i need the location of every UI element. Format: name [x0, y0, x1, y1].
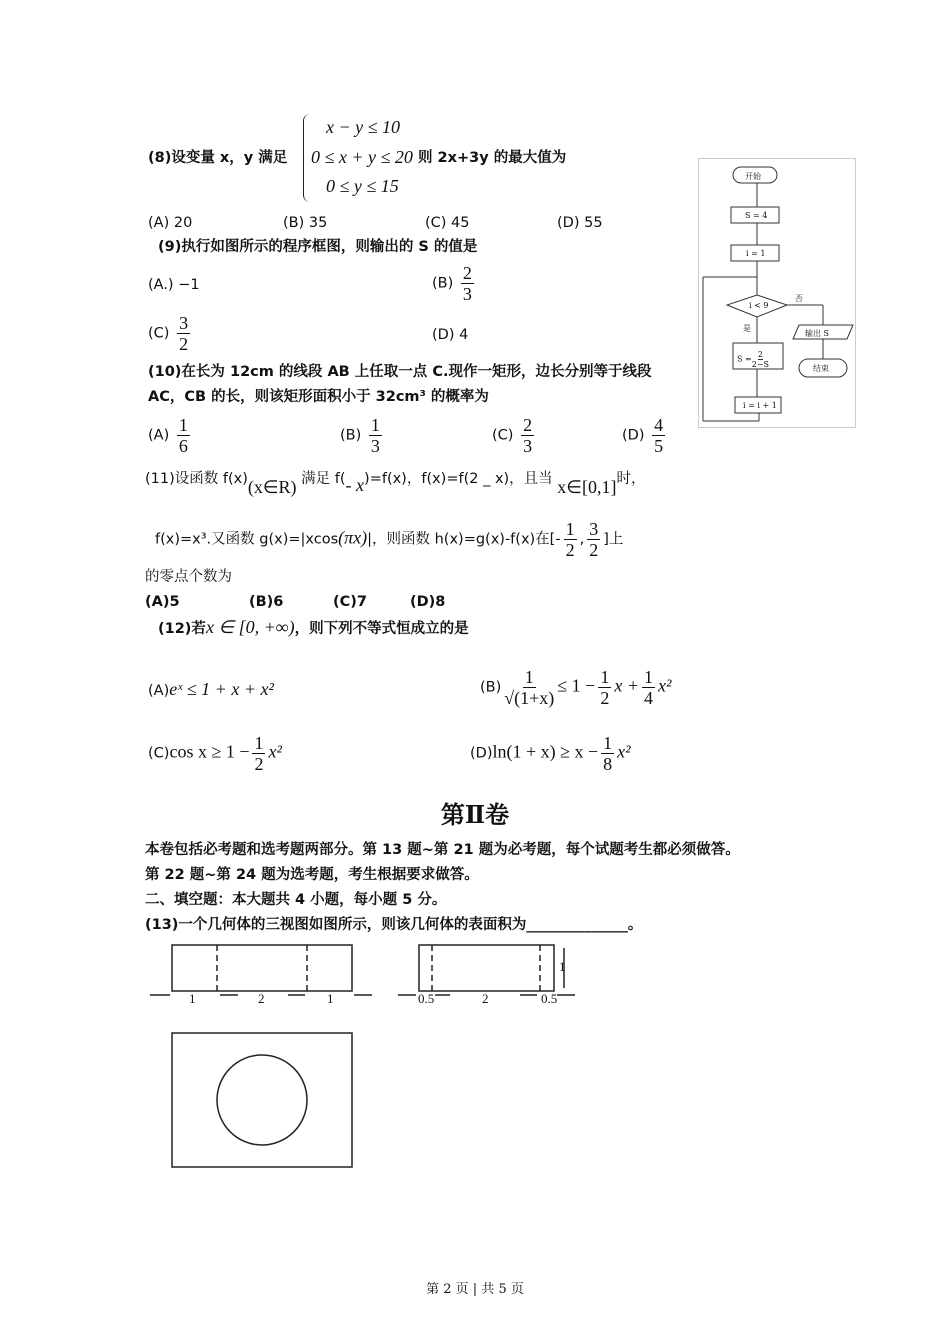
q11-option-c: (C)7 [333, 594, 367, 610]
q11-line-3: 的零点个数为 [145, 569, 232, 585]
q12-option-d: (D)ln(1 + x) ≥ x − $\frac{1}{8}$ x² [470, 733, 631, 774]
q13-stem: (13)一个几何体的三视图如图所示，则该几何体的表面积为______________。 [145, 917, 643, 933]
flow-init-i: i = 1 [746, 249, 766, 258]
page-footer: 第 2 页 | 共 5 页 [426, 1282, 524, 1297]
flow-init-s: S = 4 [745, 211, 768, 220]
front-view [172, 945, 352, 991]
fill-in-heading: 二、填空题：本大题共 4 小题，每小题 5 分。 [145, 892, 447, 908]
flowchart [698, 158, 856, 428]
q8-option-c: (C) 45 [425, 215, 470, 231]
q10-option-c: (C) $\frac{2}{3}$ [492, 415, 533, 456]
flow-update-s: S = $\frac{2}{2-S}$ [737, 350, 770, 369]
q8-prefix: (8)设变量 x，y 满足 [148, 150, 288, 166]
q9-option-b: (B) $\frac{2}{3}$ [432, 263, 472, 304]
q11-option-b: (B)6 [249, 594, 284, 610]
q10-option-d: (D) $\frac{4}{5}$ [622, 415, 664, 456]
q8-option-a: (A) 20 [148, 215, 193, 231]
q12-option-c: (C)cos x ≥ 1 − $\frac{1}{2}$ x² [148, 733, 282, 774]
top-view [172, 1033, 352, 1167]
side-dim-2: 2 [482, 991, 489, 1006]
q9-option-d: (D) 4 [432, 327, 469, 343]
flow-no: 否 [795, 294, 803, 303]
side-dim-3: 0.5 [541, 991, 558, 1006]
q11-line-2: f(x)=x³.又函数 g(x)=|xcos(πx)|，则函数 h(x)=g(x)-f(x)在[- $\frac{1}{2}$ , $\frac{3}{2}$ ]上 [155, 519, 624, 560]
q8-constraint-1: x − y ≤ 10 [326, 117, 401, 137]
q8-option-d: (D) 55 [557, 215, 603, 231]
q9-stem: (9)执行如图所示的程序框图，则输出的 S 的值是 [158, 239, 478, 255]
flow-end: 结束 [813, 364, 829, 373]
q10-line-2: AC，CB 的长，则该矩形面积小于 32cm³ 的概率为 [148, 389, 489, 405]
q10-option-b: (B) $\frac{1}{3}$ [340, 415, 380, 456]
side-dim-1: 0.5 [418, 991, 435, 1006]
q12-option-a: (A)eˣ ≤ 1 + x + x² [148, 679, 274, 699]
front-dim-1: 1 [189, 991, 196, 1006]
q9-option-a: (A.) −1 [148, 277, 200, 293]
three-view-diagram [0, 940, 950, 1200]
q12-stem: (12)若x ∈ [0, +∞)，则下列不等式恒成立的是 [158, 617, 469, 637]
section-title: 第Ⅱ卷 [440, 800, 510, 829]
q11-option-a: (A)5 [145, 594, 180, 610]
section-intro-2: 第 22 题~第 24 题为选考题，考生根据要求做答。 [145, 867, 479, 883]
q8-constraint-3: 0 ≤ y ≤ 15 [326, 176, 399, 196]
flow-start: 开始 [745, 172, 761, 181]
flow-increment: i = i + 1 [743, 401, 777, 410]
q9-option-c: (C) $\frac{3}{2}$ [148, 313, 189, 354]
q8-constraint-2: 0 ≤ x + y ≤ 20 [311, 147, 413, 167]
top-view-circle [217, 1055, 307, 1145]
q11-line-1: (11)设函数 f(x)(x∈R) 满足 f(- x)=f(x)，f(x)=f(2 _ x)，且当 x∈[0,1]时， [145, 471, 646, 497]
side-height: 1 [559, 959, 566, 974]
flowchart-lines [699, 159, 855, 427]
section-intro-1: 本卷包括必考题和选考题两部分。第 13 题~第 21 题为必考题，每个试题考生都必须做答。 [145, 842, 740, 858]
system-brace [303, 114, 310, 202]
side-view [419, 945, 554, 991]
q12-option-b: (B) $\frac{1}{√(1+x)}$ ≤ 1 − $\frac{1}{2}$ x + $\frac{1}{4}$ x² [480, 667, 672, 708]
flow-yes: 是 [743, 324, 751, 333]
q11-option-d: (D)8 [410, 594, 446, 610]
flow-output: 输出 S [805, 329, 830, 338]
q8-option-b: (B) 35 [283, 215, 328, 231]
q10-option-a: (A) $\frac{1}{6}$ [148, 415, 188, 456]
q8-suffix: 则 2x+3y 的最大值为 [418, 150, 567, 166]
front-dim-2: 2 [258, 991, 265, 1006]
q10-line-1: (10)在长为 12cm 的线段 AB 上任取一点 C.现作一矩形，边长分别等于线段 [148, 364, 652, 380]
front-dim-3: 1 [327, 991, 334, 1006]
flow-condition: i < 9 [749, 301, 769, 310]
